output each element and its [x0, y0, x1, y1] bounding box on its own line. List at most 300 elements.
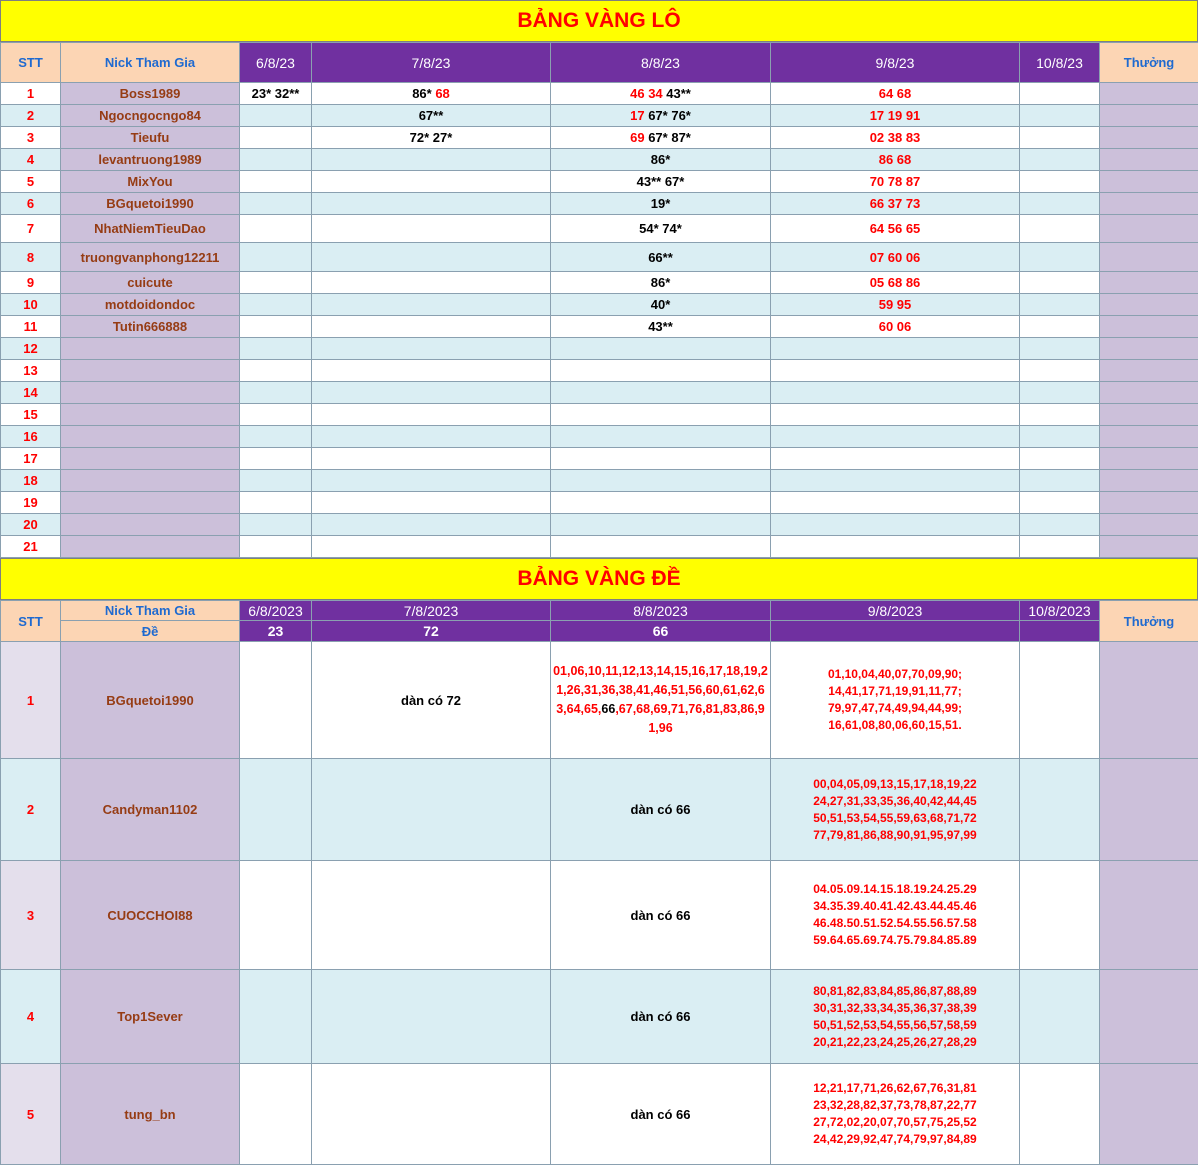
lo-row-pick-d6	[240, 492, 312, 514]
lo-row-nick: truongvanphong12211	[61, 243, 240, 272]
de-pick-list	[771, 881, 1019, 949]
lo-row-pick-d10	[1020, 360, 1100, 382]
lo-row-pick-d10	[1020, 514, 1100, 536]
lo-row-pick-d10	[1020, 272, 1100, 294]
lo-row-pick-d10	[1020, 470, 1100, 492]
lo-row-pick-d7	[312, 105, 551, 127]
lo-row-pick-d10	[1020, 294, 1100, 316]
lo-row-pick-d7	[312, 193, 551, 215]
lo-row-pick-d6	[240, 426, 312, 448]
lo-pick-segment: 69	[630, 130, 649, 145]
lo-header-date-1: 6/8/23	[240, 43, 312, 83]
lo-row-pick-d8	[551, 448, 771, 470]
de-pick-line: 50,51,52,53,54,55,56,57,58,59	[813, 1017, 977, 1032]
de-pick-list	[771, 776, 1019, 844]
lo-row-nick: BGquetoi1990	[61, 193, 240, 215]
lo-row-pick-d7	[312, 316, 551, 338]
lo-pick-segment: 05 68 86	[869, 275, 921, 290]
lo-row-pick-d6	[240, 470, 312, 492]
lo-row-pick-d9	[771, 514, 1020, 536]
de-pick-line: 24,42,29,92,47,74,79,97,84,89	[813, 1132, 977, 1146]
lo-row-stt: 4	[1, 149, 61, 171]
lo-row	[1, 404, 1198, 426]
de-pick-line: 50,51,53,54,55,59,63,68,71,72	[813, 810, 977, 825]
de-row-pick-d9	[771, 861, 1020, 970]
lo-row-nick	[61, 338, 240, 360]
lo-row-pick-d9	[771, 149, 1020, 171]
lo-row-pick-d9	[771, 338, 1020, 360]
lo-row-thuong	[1100, 171, 1198, 193]
lo-row-stt: 17	[1, 448, 61, 470]
lo-pick-segment: 86*	[412, 86, 436, 101]
lo-pick-segment: 86*	[650, 275, 671, 290]
lo-row-pick-d8	[551, 105, 771, 127]
lo-row-thuong	[1100, 448, 1198, 470]
de-row-pick-d9	[771, 642, 1020, 759]
de-row-pick-d10	[1020, 861, 1100, 970]
de-title: BẢNG VÀNG ĐỀ	[517, 567, 681, 590]
lo-row-stt: 12	[1, 338, 61, 360]
lo-row-pick-d6	[240, 215, 312, 243]
de-result-4	[771, 621, 1020, 642]
lo-table	[0, 42, 1198, 558]
de-row-pick-d8: dàn có 66	[551, 759, 771, 861]
lo-row-pick-d7	[312, 127, 551, 149]
lo-row-pick-d8	[551, 536, 771, 558]
lo-pick-segment: 46 34	[630, 86, 667, 101]
lo-row-pick-d7	[312, 149, 551, 171]
lo-row-pick-d9	[771, 294, 1020, 316]
lo-pick-segment: 67* 87*	[648, 130, 691, 145]
lo-row-thuong	[1100, 294, 1198, 316]
lo-row-pick-d6	[240, 105, 312, 127]
lo-pick-segment: 86*	[650, 152, 671, 167]
lo-row	[1, 316, 1198, 338]
lo-row-stt: 15	[1, 404, 61, 426]
lo-row-pick-d6	[240, 149, 312, 171]
lo-row-pick-d8	[551, 149, 771, 171]
lo-row-pick-d9	[771, 243, 1020, 272]
lo-row-nick: Boss1989	[61, 83, 240, 105]
lo-pick-segment: 43**	[666, 86, 691, 101]
lo-row-pick-d7	[312, 338, 551, 360]
lo-row-pick-d9	[771, 127, 1020, 149]
lo-row-thuong	[1100, 243, 1198, 272]
de-row	[1, 642, 1198, 759]
lo-header-date-2: 7/8/23	[312, 43, 551, 83]
de-pick-segment: 66	[601, 702, 616, 716]
lo-title: BẢNG VÀNG LÔ	[517, 9, 681, 32]
de-row-nick: BGquetoi1990	[61, 642, 240, 759]
lo-row-nick: Ngocngocngo84	[61, 105, 240, 127]
de-row-nick: CUOCCHOI88	[61, 861, 240, 970]
lo-row-pick-d8	[551, 404, 771, 426]
lo-row-stt: 10	[1, 294, 61, 316]
de-row-pick-d6	[240, 1064, 312, 1165]
lo-row-stt: 9	[1, 272, 61, 294]
de-row-pick-d10	[1020, 1064, 1100, 1165]
lo-row-nick	[61, 404, 240, 426]
lo-row	[1, 243, 1198, 272]
de-pick-line: 14,41,17,71,19,91,11,77;	[828, 684, 962, 698]
lo-row-nick: cuicute	[61, 272, 240, 294]
lo-row-pick-d8	[551, 215, 771, 243]
lo-pick-segment: 64 56 65	[869, 221, 921, 236]
lo-row	[1, 83, 1198, 105]
lo-pick-segment: 02 38 83	[869, 130, 921, 145]
lo-pick-segment: 60 06	[878, 319, 912, 334]
de-row-thuong	[1100, 1064, 1198, 1165]
de-pick-segment: ,67,68,69,71,76,81,83,86,91,96	[615, 702, 765, 735]
lo-row-pick-d6	[240, 83, 312, 105]
de-row-pick-d7: dàn có 72	[312, 642, 551, 759]
lo-header-stt: STT	[1, 43, 61, 83]
lo-row	[1, 105, 1198, 127]
lo-row-thuong	[1100, 83, 1198, 105]
de-row-stt: 5	[1, 1064, 61, 1165]
lo-row-stt: 16	[1, 426, 61, 448]
de-row-thuong	[1100, 861, 1198, 970]
lo-row-pick-d10	[1020, 105, 1100, 127]
lo-row-thuong	[1100, 338, 1198, 360]
lo-row-thuong	[1100, 492, 1198, 514]
lo-row-pick-d10	[1020, 448, 1100, 470]
lo-header-thuong: Thưởng	[1100, 43, 1198, 83]
de-row-stt: 3	[1, 861, 61, 970]
lo-row-pick-d9	[771, 193, 1020, 215]
lo-row-pick-d10	[1020, 382, 1100, 404]
de-title-banner	[0, 558, 1198, 600]
de-row-pick-d9	[771, 1064, 1020, 1165]
de-pick-line: 77,79,81,86,88,90,91,95,97,99	[813, 827, 977, 842]
de-row-pick-d10	[1020, 970, 1100, 1064]
lo-row-pick-d8	[551, 470, 771, 492]
lo-row-pick-d8	[551, 316, 771, 338]
de-pick-line: 46.48.50.51.52.54.55.56.57.58	[813, 916, 977, 930]
lo-row-pick-d9	[771, 382, 1020, 404]
lo-row-pick-d10	[1020, 492, 1100, 514]
lo-row-nick	[61, 536, 240, 558]
de-row-pick-d7	[312, 1064, 551, 1165]
de-row-thuong	[1100, 642, 1198, 759]
lo-row-nick: MixYou	[61, 171, 240, 193]
lo-row-pick-d9	[771, 316, 1020, 338]
de-pick-line: 27,72,02,20,07,70,57,75,25,52	[813, 1115, 977, 1129]
de-pick-list	[771, 983, 1019, 1051]
lo-row-pick-d7	[312, 171, 551, 193]
lo-pick-segment: 43** 67*	[636, 174, 685, 189]
lo-row	[1, 492, 1198, 514]
lo-row-pick-d7	[312, 294, 551, 316]
lo-row-stt: 3	[1, 127, 61, 149]
de-pick-line: 59.64.65.69.74.75.79.84.85.89	[813, 933, 977, 947]
de-row-pick-d6	[240, 642, 312, 759]
lo-row	[1, 193, 1198, 215]
lo-row-pick-d6	[240, 338, 312, 360]
de-pick-line: 12,21,17,71,26,62,67,76,31,81	[813, 1081, 977, 1095]
lo-row-thuong	[1100, 470, 1198, 492]
de-pick-line: 79,97,47,74,49,94,44,99;	[827, 701, 963, 715]
lo-row	[1, 470, 1198, 492]
lo-row-pick-d8	[551, 243, 771, 272]
de-row-pick-d10	[1020, 759, 1100, 861]
lo-row-nick: levantruong1989	[61, 149, 240, 171]
lo-row-pick-d9	[771, 492, 1020, 514]
lo-header-date-3: 8/8/23	[551, 43, 771, 83]
lo-row-thuong	[1100, 426, 1198, 448]
lo-row	[1, 448, 1198, 470]
lo-row-pick-d8	[551, 514, 771, 536]
de-result-3: 66	[551, 621, 771, 642]
lo-row-pick-d7	[312, 470, 551, 492]
lo-row-thuong	[1100, 272, 1198, 294]
lo-row-nick	[61, 426, 240, 448]
lo-row	[1, 149, 1198, 171]
lo-row-pick-d8	[551, 426, 771, 448]
lo-pick-segment: 19*	[650, 196, 671, 211]
lo-pick-segment: 43**	[648, 319, 673, 334]
de-row-pick-d8: dàn có 66	[551, 1064, 771, 1165]
lo-row-pick-d6	[240, 272, 312, 294]
de-row-pick-d7	[312, 759, 551, 861]
lo-row-pick-d8	[551, 193, 771, 215]
de-pick-line: 23,32,28,82,37,73,78,87,22,77	[813, 1098, 977, 1112]
de-row-pick-d9	[771, 759, 1020, 861]
lo-row-nick: Tutin666888	[61, 316, 240, 338]
lo-row-pick-d7	[312, 83, 551, 105]
de-table	[0, 600, 1198, 1165]
lo-row-pick-d7	[312, 404, 551, 426]
lo-pick-segment: 68	[435, 86, 450, 101]
lo-pick-segment: 17 19 91	[869, 108, 921, 123]
lo-pick-segment: 70 78 87	[869, 174, 921, 189]
lo-row-thuong	[1100, 514, 1198, 536]
lo-pick-segment: 23* 32**	[251, 86, 300, 101]
lo-row-nick	[61, 514, 240, 536]
lo-row-thuong	[1100, 215, 1198, 243]
de-pick-line: 24,27,31,33,35,36,40,42,44,45	[813, 793, 977, 808]
lo-title-banner	[0, 0, 1198, 42]
de-row-thuong	[1100, 970, 1198, 1064]
lo-row-pick-d8	[551, 272, 771, 294]
lo-row-pick-d7	[312, 514, 551, 536]
lo-row-pick-d10	[1020, 149, 1100, 171]
lo-row-pick-d10	[1020, 536, 1100, 558]
lo-pick-segment: 67* 76*	[648, 108, 691, 123]
lo-row-pick-d10	[1020, 404, 1100, 426]
lo-row-pick-d7	[312, 448, 551, 470]
lo-row-nick: motdoidondoc	[61, 294, 240, 316]
lo-row-stt: 18	[1, 470, 61, 492]
lo-row-stt: 5	[1, 171, 61, 193]
de-pick-line: 16,61,08,80,06,60,15,51.	[828, 718, 962, 732]
lo-row-pick-d9	[771, 448, 1020, 470]
lo-row-pick-d6	[240, 536, 312, 558]
lo-row-pick-d6	[240, 316, 312, 338]
lo-row-nick: Tieufu	[61, 127, 240, 149]
de-row-nick: Top1Sever	[61, 970, 240, 1064]
lo-row-pick-d9	[771, 536, 1020, 558]
de-pick-line: 01,10,04,40,07,70,09,90;	[827, 667, 963, 681]
de-row-nick: Candyman1102	[61, 759, 240, 861]
lo-row-thuong	[1100, 404, 1198, 426]
lo-row-pick-d6	[240, 360, 312, 382]
de-header-nick: Nick Tham Gia	[61, 601, 240, 621]
lo-row-nick	[61, 360, 240, 382]
lo-pick-segment: 54* 74*	[639, 221, 682, 236]
lo-row-pick-d9	[771, 426, 1020, 448]
de-row-pick-d7	[312, 970, 551, 1064]
lo-row-pick-d7	[312, 243, 551, 272]
lo-row-stt: 1	[1, 83, 61, 105]
de-result-5	[1020, 621, 1100, 642]
lo-pick-segment: 17	[630, 108, 649, 123]
de-result-row	[1, 621, 1198, 642]
lo-header-date-4: 9/8/23	[771, 43, 1020, 83]
de-header-de-label: Đề	[61, 621, 240, 642]
de-result-2: 72	[312, 621, 551, 642]
de-pick-line: 34.35.39.40.41.42.43.44.45.46	[813, 899, 977, 913]
lo-row-pick-d8	[551, 492, 771, 514]
de-row-stt: 2	[1, 759, 61, 861]
lo-row-pick-d10	[1020, 426, 1100, 448]
lo-row-pick-d8	[551, 382, 771, 404]
lo-row-thuong	[1100, 382, 1198, 404]
lo-pick-segment: 66 37 73	[869, 196, 921, 211]
lo-row-pick-d10	[1020, 127, 1100, 149]
lo-row-pick-d7	[312, 360, 551, 382]
lo-row-pick-d8	[551, 294, 771, 316]
de-header-row	[1, 601, 1198, 621]
de-row-pick-d10	[1020, 642, 1100, 759]
de-pick-list	[551, 662, 770, 738]
lo-row	[1, 127, 1198, 149]
de-row-stt: 4	[1, 970, 61, 1064]
lo-row-pick-d8	[551, 360, 771, 382]
de-row-nick: tung_bn	[61, 1064, 240, 1165]
lo-pick-segment: 07 60 06	[869, 249, 921, 265]
de-row-pick-d6	[240, 970, 312, 1064]
lo-row-pick-d9	[771, 171, 1020, 193]
lo-row-nick	[61, 382, 240, 404]
lo-row-thuong	[1100, 536, 1198, 558]
lo-row	[1, 272, 1198, 294]
lo-row-stt: 6	[1, 193, 61, 215]
de-row-pick-d8	[551, 642, 771, 759]
lo-row-pick-d6	[240, 404, 312, 426]
lo-row-pick-d10	[1020, 171, 1100, 193]
lo-row-pick-d6	[240, 382, 312, 404]
lo-row-pick-d7	[312, 492, 551, 514]
de-header-date-2: 7/8/2023	[312, 601, 551, 621]
de-row	[1, 1064, 1198, 1165]
de-row-pick-d8: dàn có 66	[551, 861, 771, 970]
lo-row	[1, 338, 1198, 360]
lo-row-thuong	[1100, 105, 1198, 127]
de-row	[1, 861, 1198, 970]
lo-row-pick-d6	[240, 243, 312, 272]
lo-pick-segment: 40*	[650, 297, 671, 312]
lo-row-stt: 13	[1, 360, 61, 382]
lo-row-stt: 20	[1, 514, 61, 536]
lo-header-nick: Nick Tham Gia	[61, 43, 240, 83]
lo-header-row	[1, 43, 1198, 83]
lo-row-pick-d9	[771, 105, 1020, 127]
de-header-date-4: 9/8/2023	[771, 601, 1020, 621]
lo-row-pick-d8	[551, 171, 771, 193]
de-header-date-1: 6/8/2023	[240, 601, 312, 621]
lo-pick-segment: 64 68	[878, 86, 912, 101]
lo-row-pick-d6	[240, 448, 312, 470]
de-result-1: 23	[240, 621, 312, 642]
lo-row-pick-d9	[771, 470, 1020, 492]
lo-row-nick	[61, 470, 240, 492]
lo-row	[1, 360, 1198, 382]
lo-row	[1, 215, 1198, 243]
lo-row	[1, 426, 1198, 448]
de-pick-list	[771, 666, 1019, 734]
lo-row-stt: 14	[1, 382, 61, 404]
lo-row-pick-d10	[1020, 215, 1100, 243]
lo-pick-segment: 86 68	[878, 152, 912, 167]
lo-header-date-5: 10/8/23	[1020, 43, 1100, 83]
de-header-date-5: 10/8/2023	[1020, 601, 1100, 621]
de-row-pick-d9	[771, 970, 1020, 1064]
lo-row-pick-d10	[1020, 316, 1100, 338]
de-pick-line: 04.05.09.14.15.18.19.24.25.29	[813, 882, 977, 896]
de-pick-list	[771, 1080, 1019, 1148]
lo-row-pick-d8	[551, 83, 771, 105]
lo-pick-segment: 67**	[418, 108, 444, 123]
lo-row	[1, 536, 1198, 558]
lo-row-pick-d9	[771, 83, 1020, 105]
de-row-pick-d6	[240, 759, 312, 861]
lo-row-pick-d7	[312, 536, 551, 558]
de-row-stt: 1	[1, 642, 61, 759]
lo-row-stt: 2	[1, 105, 61, 127]
lo-row-pick-d6	[240, 193, 312, 215]
lo-row-pick-d7	[312, 382, 551, 404]
lo-row-thuong	[1100, 149, 1198, 171]
lo-row-stt: 19	[1, 492, 61, 514]
de-pick-line: 20,21,22,23,24,25,26,27,28,29	[813, 1034, 977, 1049]
de-pick-line: 30,31,32,33,34,35,36,37,38,39	[813, 1000, 977, 1015]
lo-row-pick-d6	[240, 294, 312, 316]
lo-row-pick-d10	[1020, 83, 1100, 105]
lo-row-pick-d10	[1020, 338, 1100, 360]
lo-pick-segment: 59 95	[878, 297, 912, 312]
de-row	[1, 970, 1198, 1064]
lo-row-stt: 11	[1, 316, 61, 338]
de-pick-line: 80,81,82,83,84,85,86,87,88,89	[813, 983, 977, 998]
de-header-stt: STT	[1, 601, 61, 642]
lo-row-thuong	[1100, 316, 1198, 338]
de-row-pick-d6	[240, 861, 312, 970]
de-row-pick-d8: dàn có 66	[551, 970, 771, 1064]
lo-row-pick-d9	[771, 272, 1020, 294]
lo-row-pick-d6	[240, 127, 312, 149]
lo-row-pick-d10	[1020, 243, 1100, 272]
lo-row-thuong	[1100, 127, 1198, 149]
lo-row-pick-d8	[551, 127, 771, 149]
de-row-pick-d7	[312, 861, 551, 970]
lo-row-thuong	[1100, 193, 1198, 215]
lo-row-pick-d9	[771, 215, 1020, 243]
de-header-thuong: Thưởng	[1100, 601, 1198, 642]
lo-row-nick: NhatNiemTieuDao	[61, 215, 240, 243]
de-row-thuong	[1100, 759, 1198, 861]
de-header-date-3: 8/8/2023	[551, 601, 771, 621]
